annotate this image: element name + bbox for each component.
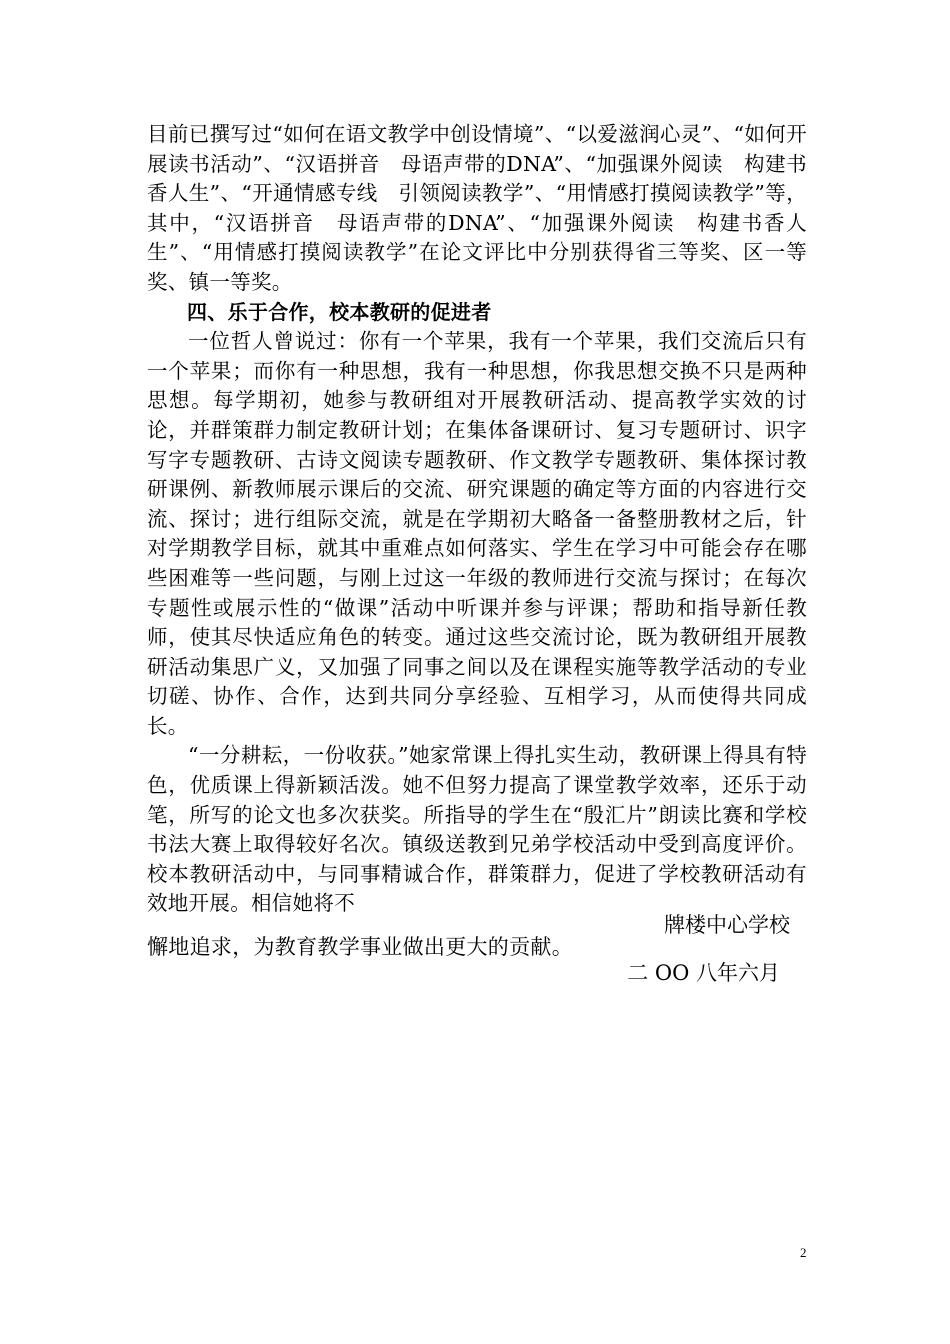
paragraph-achievements-end: 懈地追求，为教育教学事业做出更大的贡献。 [147, 935, 573, 960]
paragraph-cooperation: 一位哲人曾说过：你有一个苹果，我有一个苹果，我们交流后只有一个苹果；而你有一种思想，我有一种思想，你我思想交换不只是两种思想。每学期初，她参与教研组对开展教研活动、提高教学实效的讨论，并群策群力制定教研计划；在集体备课研讨、复习专题研讨、识字写字专题教研、古诗文阅读专题教研、作文教学专题教研、集体探讨教研课例、新教师展示课后的交流、研究课题的确定等方面的内容进行交流、探讨；进行组际交流，就是在学期初大略备一备整册教材之后，针对学期教学目标，就其中重难点如何落实、学生在学习中可能会存在哪些困难等一些问题，与刚上过这一年级的教师进行交流与探讨；在每次专题性或展示性的“做课”活动中听课并参与评课；帮助和指导新任教师，使其尽快适应角色的转变。通过这些交流讨论，既为教研组开展教研活动集思广义，又加强了同事之间以及在课程实施等教学活动的专业切磋、协作、合作，达到共同分享经验、互相学习，从而使得共同成长。 [147, 329, 807, 738]
paragraph-papers: 目前已撰写过“如何在语文教学中创设情境”、“以爱滋润心灵”、“如何开展读书活动”、“汉语拼音 母语声带的DNA”、“加强课外阅读 构建书香人生”、“开通情感专线 引领阅读教学”、“用情感打摸阅读教学”等，其中，“汉语拼音 母语声带的DNA”、“加强课外阅读 构建书香人生”、“用情感打摸阅读教学”在论文评比中分别获得省三等奖、区一等奖、镇一等奖。 [147, 122, 807, 294]
paragraph-achievements: “一分耕耘，一份收获。”她家常课上得扎实生动，教研课上得具有特色，优质课上得新颖活泼。她不但努力提高了课堂教学效率，还乐于动笔，所写的论文也多次获奖。所指导的学生在“殷汇片”朗读比赛和学校书法大赛上取得较好名次。镇级送教到兄弟学校活动中受到高度评价。校本教研活动中，与同事精诚合作，群策群力，促进了学校教研活动有效地开展。相信她将不 [147, 743, 807, 916]
section-heading-4: 四、乐于合作，校本教研的促进者 [187, 299, 492, 324]
document-body [147, 120, 807, 967]
page-number: 2 [800, 1245, 807, 1260]
signature-school: 牌楼中心学校 [664, 913, 790, 937]
signature-date: 二 OO 八年六月 [627, 961, 780, 985]
